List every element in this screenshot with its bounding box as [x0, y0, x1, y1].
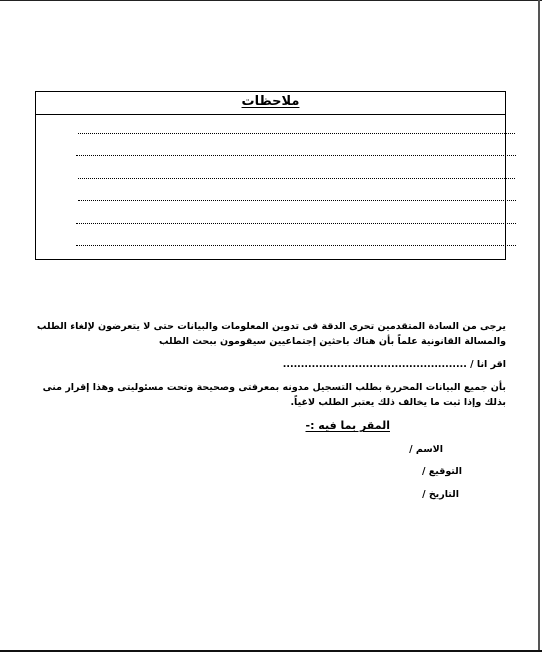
notes-box: [35, 91, 506, 260]
signature-label: التوقيع /: [421, 466, 462, 477]
notes-title-text: ملاحظات: [241, 94, 300, 109]
notes-line-1: [78, 133, 515, 134]
name-label: الاسم /: [409, 444, 443, 455]
declaration-paragraph: بأن جميع البيانات المحررة بطلب التسجيل مدونه بمعرفتى وصحيحة وتحت مسئوليتى وهذا إقرار منى بذلك وإذا ثبت ما يخالف ذلك يعتبر الطلب لاغياً.: [42, 382, 506, 408]
notes-line-5: [76, 223, 516, 224]
declarant-line: [206, 358, 506, 372]
date-label: التاريخ /: [422, 489, 459, 500]
declarant-label: اقر انا /: [470, 359, 506, 370]
notes-line-6: [76, 245, 516, 246]
page-top-edge: [0, 0, 542, 1]
notes-title: [36, 92, 505, 114]
declarant-heading-text: المقر بما فيه :-: [305, 419, 390, 432]
notes-line-3: [78, 178, 515, 179]
declarant-heading: [306, 419, 391, 432]
declarant-name-blank: ...................................................: [282, 359, 467, 370]
notes-line-2: [76, 155, 516, 156]
page-right-edge: [538, 0, 540, 652]
instruction-paragraph: يرجى من السادة المتقدمين تحرى الدقة فى تدوين المعلومات والبيانات حتى لا يتعرضون لإلغاء الطلب والمسالة القانونية علماً بأن هناك باحثين إجتماعيين سيقومون ببحث الطلب: [36, 321, 506, 347]
notes-title-divider: [36, 114, 505, 115]
notes-line-4: [78, 200, 516, 201]
